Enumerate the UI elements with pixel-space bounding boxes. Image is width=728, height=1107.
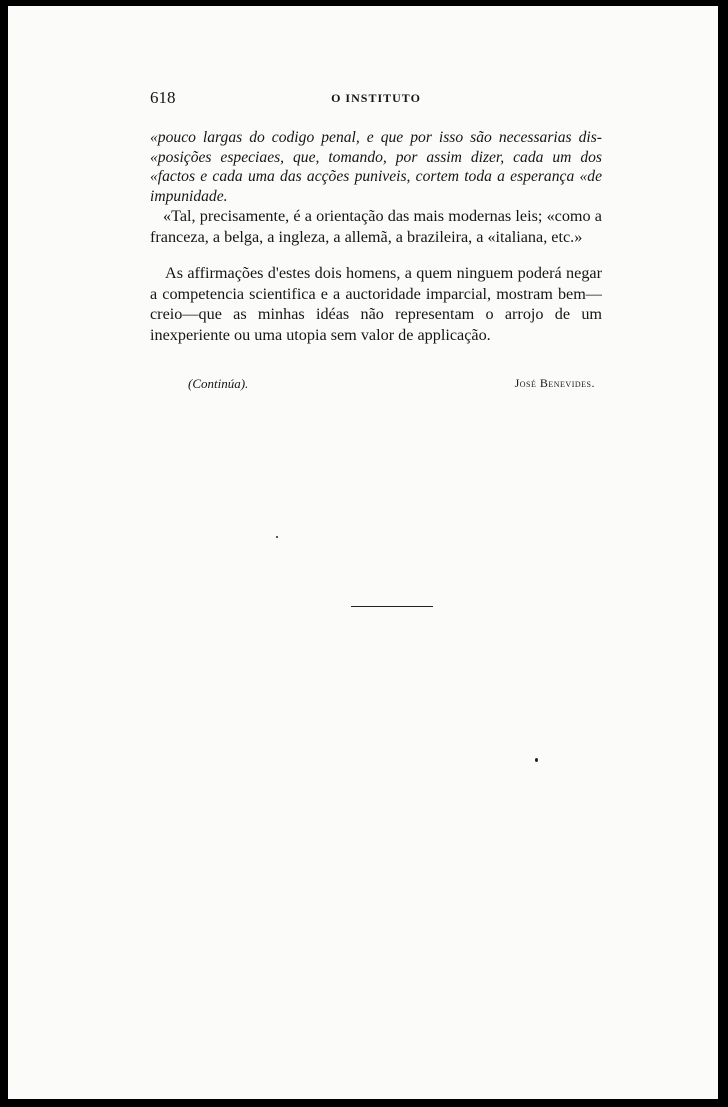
page-number: 618: [150, 88, 176, 107]
italic-quotation: «pouco largas do codigo penal, e que por isso são necessarias dis- «posições especiaes, que, tomando, por assim dizer, cada um dos «factos e cada uma das acções puniveis, cortem toda a esperança «de impunidade.: [150, 129, 602, 205]
page-header: [150, 88, 602, 110]
section-rule: [351, 606, 433, 607]
running-title: O INSTITUTO: [331, 91, 421, 105]
book-page: [8, 6, 718, 1099]
body-text: [150, 128, 602, 345]
ink-speck: [535, 758, 538, 762]
roman-quotation: «Tal, precisamente, é a orientação das mais modernas leis; «como a franceza, a belga, a ingleza, a allemã, a brazileira, a «italiana, etc.»: [150, 207, 602, 246]
ink-speck: [276, 536, 278, 538]
signature-row: [150, 376, 602, 398]
closing-paragraph: As affirmações d'estes dois homens, a quem ninguem poderá negar a competencia scientifica e a auctoridade imparcial, mostram bem—creio—que as minhas idéas não representam o arrojo de um inexperiente ou uma utopia sem valor de applicação.: [150, 264, 602, 344]
continued-note: (Continúa).: [188, 376, 249, 391]
author-name: José Benevides.: [514, 376, 595, 390]
